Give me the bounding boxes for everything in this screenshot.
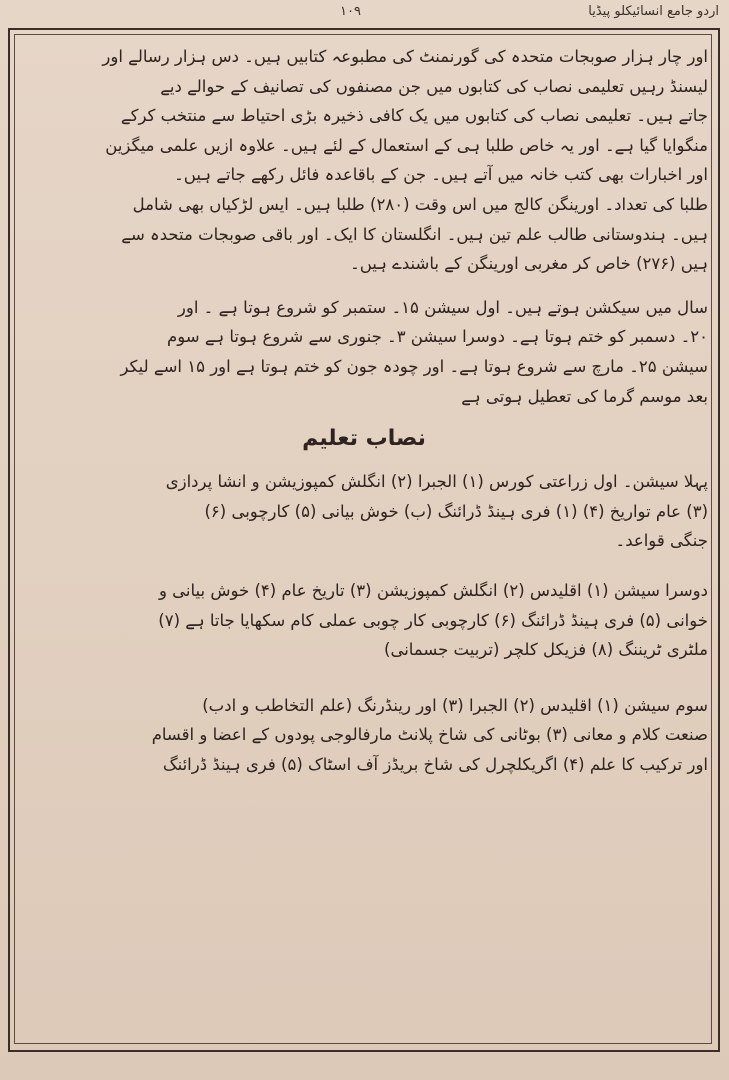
page-body (20, 42, 708, 779)
text-line: ہیں (۲۷۶) خاص کر مغربی اورینگن کے باشندے ہیں۔ (350, 254, 708, 274)
paragraph-library (20, 42, 708, 279)
text-line: منگوایا گیا ہے۔ اور یہ خاص طلبا ہی کے استعمال کے لئے ہیں۔ علاوہ ازیں علمی میگزین (105, 135, 708, 155)
text-line: ۲۰۔ دسمبر کو ختم ہوتا ہے۔ دوسرا سیشن ۳۔ جنوری سے شروع ہوتا ہے سوم (167, 327, 708, 347)
text-line: سیشن ۲۵۔ مارچ سے شروع ہوتا ہے۔ اور چودہ جون کو ختم ہوتا ہے اور ۱۵ اسے لیکر (120, 356, 708, 376)
text-line: صنعت کلام و معانی (۳) بوٹانی کی شاخ پلانٹ مارفالوجی پودوں کے اعضا و اقسام (151, 725, 708, 745)
text-line: اور چار ہزار صوبجات متحدہ کی گورنمنٹ کی مطبوعہ کتابیں ہیں۔ دس ہزار رسالے اور (102, 47, 708, 66)
text-line: سوم سیشن (۱) اقلیدس (۲) الجبرا (۳) اور رینڈرنگ (علم التخاطب و ادب) (202, 695, 708, 715)
text-line: بعد موسم گرما کی تعطیل ہوتی ہے (461, 386, 708, 406)
text-line: اور ترکیب کا علم (۴) اگریکلچرل کی شاخ بریڈز آف اسٹاک (۵) فری ہینڈ ڈرائنگ (162, 754, 708, 774)
text-line: ملٹری ٹریننگ (۸) فزیکل کلچر (تربیت جسمانی) (384, 640, 708, 660)
text-line: پہلا سیشن۔ اول زراعتی کورس (۱) الجبرا (۲) انگلش کمپوزیشن و انشا پردازی (165, 472, 708, 492)
page-number: ۱۰۹ (340, 4, 361, 19)
curriculum-first-session (20, 467, 708, 556)
text-line: جاتے ہیں۔ تعلیمی نصاب کی کتابوں میں یک کافی ذخیرہ بڑی احتیاط سے منتخب کرکے (120, 106, 708, 126)
page-header (0, 2, 729, 28)
text-line: طلبا کی تعداد۔ اورینگن کالج میں اس وقت (۲۸۰) طلبا ہیں۔ ایس لڑکیاں بھی شامل (132, 194, 708, 214)
text-line: دوسرا سیشن (۱) اقلیدس (۲) انگلش کمپوزیشن (۳) تاریخ عام (۴) خوش بیانی و (158, 580, 708, 600)
text-line: (۳) عام تواریخ (۴) (۱) فری ہینڈ ڈرائنگ (ب) خوش بیانی (۵) کارچوبی (۶) (204, 501, 708, 521)
curriculum-third-session (20, 691, 708, 780)
text-line: ہیں۔ ہندوستانی طالب علم تین ہیں۔ انگلستان کا ایک۔ اور باقی صوبجات متحدہ سے (121, 224, 708, 244)
text-line: سال میں سیکشن ہوتے ہیں۔ اول سیشن ۱۵۔ ستمبر کو شروع ہوتا ہے ۔ اور (177, 297, 708, 317)
section-heading: نصاب تعلیم (302, 426, 426, 452)
curriculum-second-session (20, 576, 708, 665)
text-line: جنگی قواعد۔ (615, 531, 708, 551)
paragraph-sessions (20, 293, 708, 411)
text-line: لیسنڈ رہیں تعلیمی نصاب کی کتابوں میں جن مصنفوں کی تصانیف کے حوالے دیے (160, 76, 708, 96)
running-title: اردو جامع انسائیکلو پیڈیا (588, 4, 719, 19)
text-line: اور اخبارات بھی کتب خانہ میں آتے ہیں۔ جن کے باقاعدہ فائل رکھے جاتے ہیں۔ (174, 165, 708, 185)
text-line: خوانی (۵) فری ہینڈ ڈرائنگ (۶) کارچوبی کار چوبی عملی کام سکھایا جاتا ہے (۷) (158, 610, 708, 630)
